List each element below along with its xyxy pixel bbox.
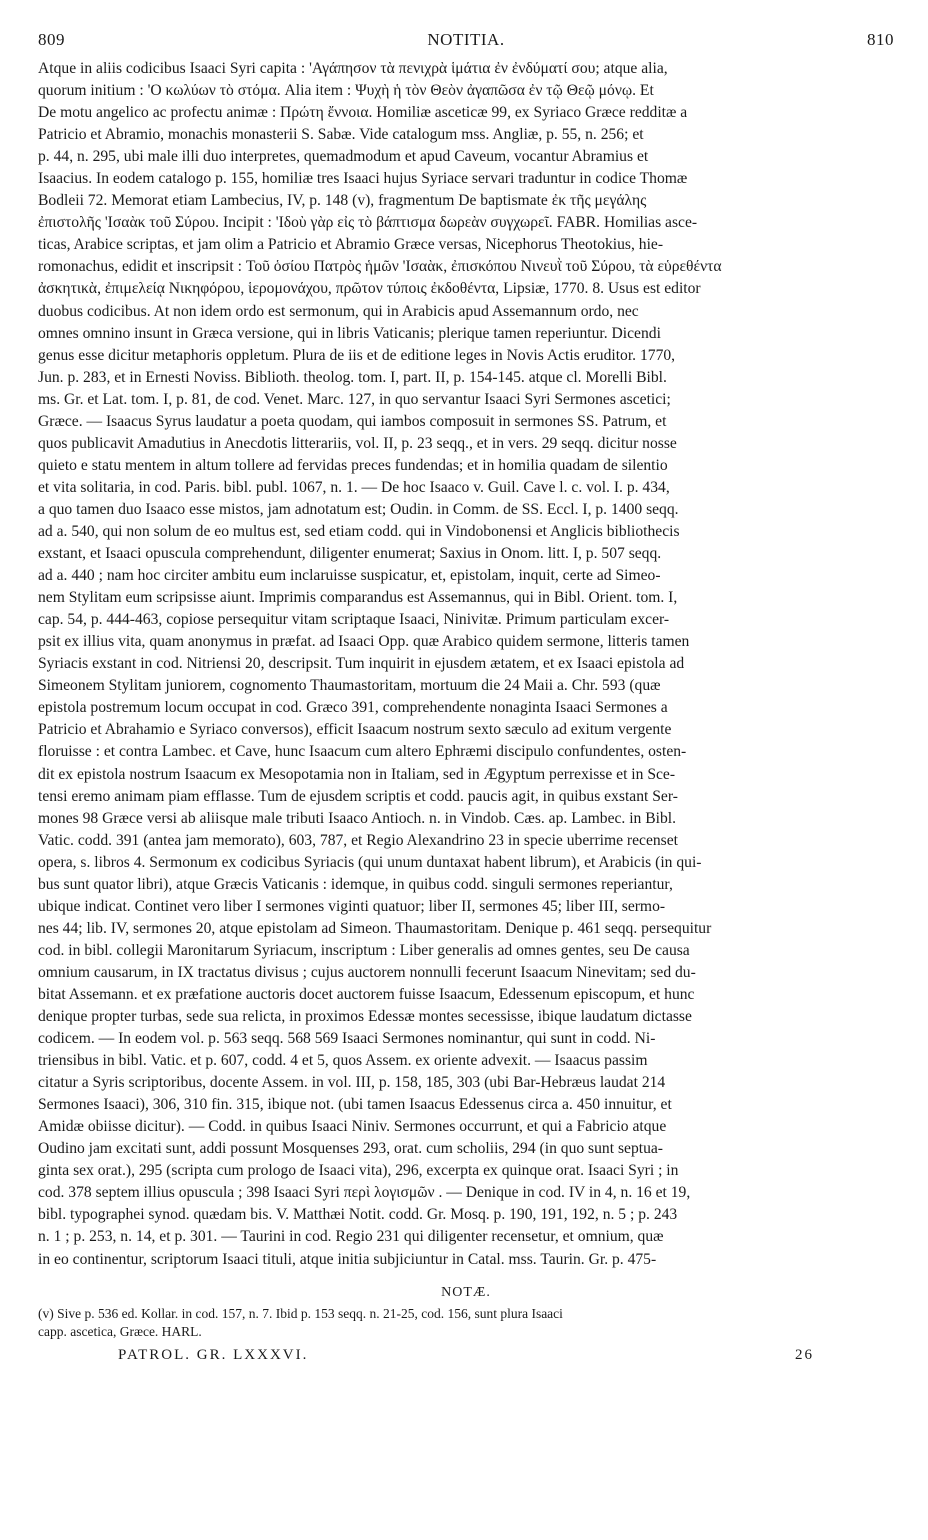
text-line: bibl. typographei synod. quædam bis. V. Matthæi Notit. codd. Gr. Mosq. p. 190, 191, 192, n. 5 ; p. 243 bbox=[38, 1206, 678, 1224]
left-column-number: 809 bbox=[38, 30, 65, 49]
text-line: bus sunt quator libri), atque Græcis Vaticanis : idemque, in quibus codd. singuli sermones reperiantur, bbox=[38, 875, 673, 893]
text-line: psit ex illius vita, quam anonymus in præfat. ad Isaaci Opp. quæ Arabico quidem sermone, litteris tamen bbox=[38, 633, 690, 651]
text-line: Amidæ obiisse dicitur). — Codd. in quibus Isaaci Niniv. Sermones occurrunt, et qui a Fabricio atque bbox=[38, 1118, 667, 1136]
text-line: epistola postremum locum occupat in cod. Græco 391, comprehendente nonaginta Isaaci Sermones a bbox=[38, 699, 668, 717]
text-line: ticas, Arabice scriptas, et jam olim a Patricio et Abramio Græce versas, Nicephorus Theotokius, hie- bbox=[38, 236, 664, 254]
text-line: n. 1 ; p. 253, n. 14, et p. 301. — Taurini in cod. Regio 231 qui diligenter recensetur, et omnium, quæ bbox=[38, 1228, 664, 1246]
text-line: citatur a Syris scriptoribus, docente Assem. in vol. III, p. 158, 185, 303 (ubi Bar-Hebræus laudat 214 bbox=[38, 1074, 666, 1092]
text-line: duobus codicibus. At non idem ordo est sermonum, qui in Arabicis apud Assemannum ordo, nec bbox=[38, 302, 639, 320]
text-line: ἐπιστολῆς 'Ισαὰκ τοῦ Σύρου. Incipit : 'Ιδοὺ γὰρ εἰς τὸ βάπτισμα δωρεὰν συγχωρεῖ. FABR. Homilias asce- bbox=[38, 214, 698, 232]
text-line: Vatic. codd. 391 (antea jam memorato), 603, 787, et Regio Alexandrino 23 in specie uberrime recenset bbox=[38, 831, 679, 849]
text-line: Oudino jam excitati sunt, addi possunt Mosquenses 293, orat. cum scholiis, 294 (in quo sunt septua- bbox=[38, 1140, 663, 1158]
text-line: Bodleii 72. Memorat etiam Lambecius, IV, p. 148 (v), fragmentum De baptismate ἐκ τῆς μεγάλης bbox=[38, 192, 647, 210]
text-line: (v) Sive p. 536 ed. Kollar. in cod. 157, n. 7. Ibid p. 153 seqq. n. 21-25, cod. 156, sunt plura Isaaci bbox=[38, 1305, 563, 1321]
text-line: Isaacius. In eodem catalogo p. 155, homiliæ tres Isaaci hujus Syriace servari traduntur in codice Thomæ bbox=[38, 170, 688, 188]
text-line: bitat Assemann. et ex præfatione auctoris docet auctorem fuisse Isaacum, Edessenum episcopum, et hunc bbox=[38, 985, 695, 1003]
text-line: Jun. p. 283, et in Ernesti Noviss. Biblioth. theolog. tom. I, part. II, p. 154-145. atque cl. Morelli Bibl. bbox=[38, 368, 667, 386]
text-line: cod. in bibl. collegii Maronitarum Syriacum, inscriptum : Liber generalis ad omnes gentes, seu De causa bbox=[38, 941, 690, 959]
gathering-number: 26 bbox=[795, 1346, 814, 1363]
text-line: in eo continentur, scriptorum Isaaci tituli, atque initia subjiciuntur in Catal. mss. Taurin. Gr. p. 475- bbox=[38, 1250, 657, 1268]
text-line: Syriacis exstant in cod. Nitriensi 20, descripsit. Tum inquirit in ejusdem ætatem, et ex Isaaci epistola ad bbox=[38, 655, 685, 673]
document-page bbox=[38, 30, 894, 1369]
text-line: ubique indicat. Continet vero liber I sermones viginti quatuor; liber II, sermones 45; liber III, sermo- bbox=[38, 897, 666, 915]
text-line: cap. 54, p. 444-463, copiose persequitur vitam scriptaque Isaaci, Ninivitæ. Primum particulam excer- bbox=[38, 611, 670, 629]
text-line: a quo tamen duo Isaaco esse mistos, jam adnotatum est; Oudin. in Comm. de SS. Eccl. I, p. 1400 seqq. bbox=[38, 500, 679, 518]
page-footer bbox=[38, 1347, 894, 1369]
text-line: exstant, et Isaaci opuscula comprehendunt, diligenter enumerat; Saxius in Onom. litt. I, p. 507 seqq. bbox=[38, 545, 662, 563]
text-line: ginta sex orat.), 295 (scripta cum prologo de Isaaci vita), 296, excerpta ex quinque orat. Isaaci Syri ; in bbox=[38, 1162, 679, 1180]
notes-heading: NOTÆ. bbox=[441, 1284, 491, 1300]
text-line: quieto e statu mentem in altum tollere ad fervidas preces fundendas; et in homilia quadam de silentio bbox=[38, 456, 668, 474]
text-line: Simeonem Stylitam juniorem, cognomento Thaumastoritam, mortuum die 24 Maii a. Chr. 593 (quæ bbox=[38, 677, 661, 695]
text-line: triensibus in bibl. Vatic. et p. 607, codd. 4 et 5, quos Assem. ex oriente advexit. — Isaacus passim bbox=[38, 1052, 648, 1070]
text-line: quos publicavit Amadutius in Anecdotis litterariis, vol. II, p. 23 seqq., et in vers. 29 seqq. dicitur nosse bbox=[38, 434, 677, 452]
text-line: genus esse dicitur metaphoris oppletum. Plura de iis et de editione leges in Novis Actis eruditor. 1770, bbox=[38, 346, 676, 364]
text-line: denique propter turbas, sede sua relicta, in proximos Edessæ montes secessisse, ibique laudatum dictasse bbox=[38, 1008, 692, 1026]
text-line: floruisse : et contra Lambec. et Cave, hunc Isaacum cum altero Ephræmi discipulo confundentes, osten- bbox=[38, 743, 687, 761]
text-line: Patricio et Abramio, monachis monasterii S. Sabæ. Vide catalogum mss. Angliæ, p. 55, n. 256; et bbox=[38, 126, 644, 144]
text-line: quorum initium : 'Ο κωλύων τὸ στόμα. Alia item : Ψυχὴ ἡ τὸν Θεὸν ἀγαπῶσα ἐν τῷ Θεῷ μόνῳ. Et bbox=[38, 82, 654, 100]
text-line: De motu angelico ac profectu animæ : Πρώτη ἔννοια. Homiliæ asceticæ 99, ex Syriaco Græce redditæ a bbox=[38, 104, 688, 122]
text-line: omnes omnino insunt in Græca versione, qui in libris Vaticanis; plerique tamen reperiuntur. Dicendi bbox=[38, 324, 661, 342]
text-line: dit ex epistola nostrum Isaacum ex Mesopotamia non in Italiam, sed in Ægyptum perrexisse et in Sce- bbox=[38, 765, 676, 783]
text-line: nes 44; lib. IV, sermones 20, atque epistolam ad Simeon. Thaumastoritam. Denique p. 461 seqq. persequitur bbox=[38, 919, 712, 937]
text-line: ad a. 440 ; nam hoc circiter ambitu eum inclaruisse suspicatur, et, epistolam, inquit, certe ad Simeo- bbox=[38, 567, 661, 585]
text-line: et vita solitaria, in cod. Paris. bibl. publ. 1067, n. 1. — De hoc Isaaco v. Guil. Cave l. c. vol. I. p. 434, bbox=[38, 478, 670, 496]
text-line: nem Stylitam eum scripsisse aiunt. Imprimis comparandus est Assemannus, qui in Bibl. Orient. tom. I, bbox=[38, 589, 678, 607]
main-text bbox=[38, 58, 894, 1271]
text-line: ad a. 540, qui non solum de eo multus est, sed etiam codd. qui in Vindobonensi et Anglicis bibliothecis bbox=[38, 522, 680, 540]
text-line: capp. ascetica, Græce. HARL. bbox=[38, 1323, 202, 1339]
right-column-number: 810 bbox=[867, 30, 894, 49]
text-line: ms. Gr. et Lat. tom. I, p. 81, de cod. Venet. Marc. 127, in quo servantur Isaaci Syri Sermones ascetici; bbox=[38, 390, 671, 408]
text-line: Græce. — Isaacus Syrus laudatur a poeta quodam, qui iambos composuit in sermones SS. Patrum, et bbox=[38, 412, 667, 430]
text-line: romonachus, edidit et inscripsit : Τοῦ ὁσίου Πατρὸς ἡμῶν 'Ισαὰκ, ἐπισκόπου Νινευῒ τοῦ Σύρου, τὰ εὑρεθέντα bbox=[38, 258, 722, 276]
text-line: ἀσκητικὰ, ἐπιμελείᾳ Νικηφόρου, ἱερομονάχου, πρῶτον τύποις ἐκδοθέντα, Lipsiæ, 1770. 8. Usus est editor bbox=[38, 280, 701, 298]
text-line: Patricio et Abrahamio e Syriaco conversos), efficit Isaacum nostrum sexto sæculo ad exitum vergente bbox=[38, 721, 672, 739]
text-line: Atque in aliis codicibus Isaaci Syri capita : 'Αγάπησον τὰ πενιχρὰ ἱμάτια ἐν ἐνδύματί σου; atque alia, bbox=[38, 60, 668, 77]
text-line: codicem. — In eodem vol. p. 563 seqq. 568 569 Isaaci Sermones nominantur, qui sunt in codd. Ni- bbox=[38, 1030, 656, 1048]
text-line: tensi eremo animam piam efflasse. Tum de ejusdem scriptis et codd. paucis agit, in quibus exstant Ser- bbox=[38, 787, 678, 805]
text-line: p. 44, n. 295, ubi male illi duo interpretes, quemadmodum et apud Caveum, vocantur Abramius et bbox=[38, 148, 649, 166]
text-line: mones 98 Græce versi ab aliisque male tributi Isaaco Antioch. n. in Vindob. Cæs. ap. Lambec. in Bibl. bbox=[38, 809, 677, 827]
text-line: Sermones Isaaci), 306, 310 fin. 315, ibique not. (ubi tamen Isaacus Edessenus circa a. 450 innuitur, et bbox=[38, 1096, 672, 1114]
running-title: NOTITIA. bbox=[427, 30, 505, 49]
page-header bbox=[38, 30, 894, 54]
signature-mark: PATROL. GR. LXXXVI. bbox=[118, 1346, 309, 1363]
text-line: omnium causarum, in IX tractatus divisus ; cujus auctorem nonnulli fecerunt Isaacum Ninevitam; sed du- bbox=[38, 963, 696, 981]
footnotes bbox=[38, 1305, 894, 1341]
text-line: cod. 378 septem illius opuscula ; 398 Isaaci Syri περὶ λογισμῶν . — Denique in cod. IV in 4, n. 16 et 19, bbox=[38, 1184, 691, 1202]
text-line: opera, s. libros 4. Sermonum ex codicibus Syriacis (qui unum duntaxat habent librum), et Arabicis (in qui- bbox=[38, 853, 702, 871]
